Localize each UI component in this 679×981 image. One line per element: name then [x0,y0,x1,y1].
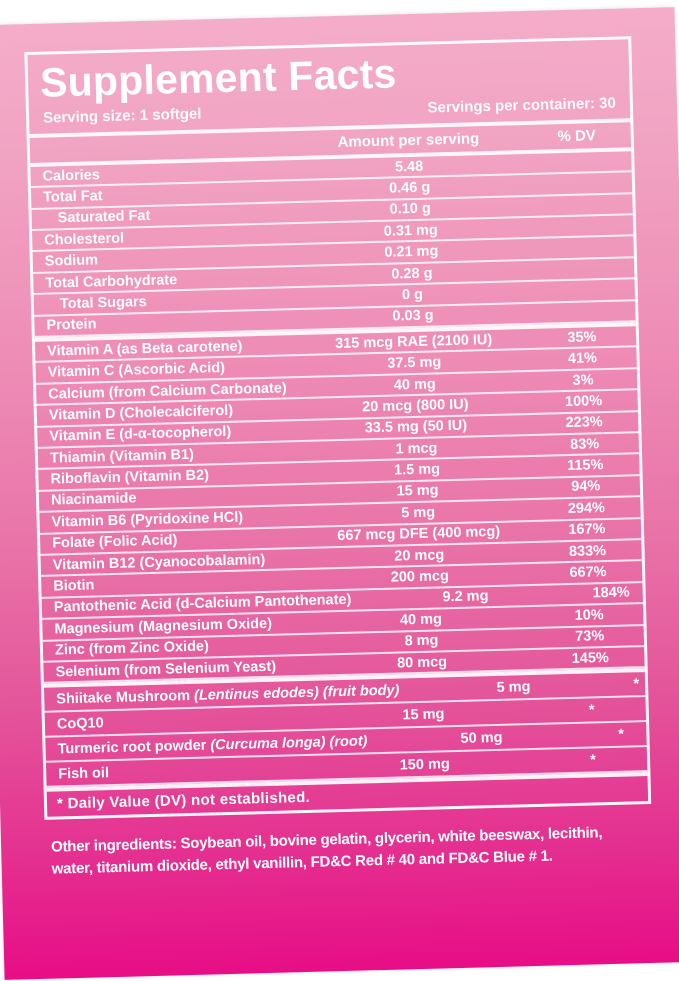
nutrient-dv: 3% [572,371,594,389]
nutrient-name: CoQ10 [56,715,104,733]
nutrient-name: Total Sugars [59,293,147,313]
nutrient-amount: 20 mcg (800 IU) [361,396,469,416]
nutrient-name: Vitamin A (as Beta carotene) [46,338,243,360]
nutrient-dv: * [588,702,595,719]
column-header-spacer [30,143,294,150]
nutrient-dv: 100% [564,392,603,410]
daily-value-footnote: * Daily Value (DV) not established. [47,772,649,817]
nutrient-name: Calcium (from Calcium Carbonate) [48,379,287,403]
nutrient-name: Protein [46,316,97,334]
nutrient-name: Turmeric root powder (Curcuma longa) (root) [57,733,368,758]
nutrient-name: Biotin [53,577,95,595]
nutrient-name: Sodium [44,252,99,270]
nutrient-dv: 167% [568,521,606,539]
nutrient-dv [525,246,633,249]
nutrient-name: Fish oil [58,764,110,783]
nutrient-name: Saturated Fat [57,208,151,227]
nutrient-name: Pantothenic Acid (d-Calcium Pantothenate) [53,592,352,616]
nutrient-dv [527,311,635,314]
nutrient-amount: 1 mcg [395,440,438,458]
nutrient-name: Thiamin (Vitamin B1) [49,446,195,467]
nutrient-amount: 40 mg [399,611,443,629]
nutrient-amount: 5 mg [496,678,531,696]
nutrient-dv: 184% [592,584,630,602]
nutrient-amount: 5 mg [401,504,436,522]
nutrient-amount: 33.5 mg (50 IU) [364,417,468,437]
nutrient-amount: 200 mcg [390,568,450,586]
nutrient-amount: 150 mg [399,755,450,774]
nutrient-amount: 0.28 g [391,265,433,283]
header-banner [27,39,630,138]
label-content [24,36,652,880]
supplement-label [0,7,679,980]
nutrient-amount: 0.31 mg [383,222,438,240]
nutrient-name: Total Fat [42,188,103,206]
nutrient-name: Calories [42,166,101,185]
nutrient-dv: 35% [567,328,597,346]
nutrient-amount: 8 mg [404,632,439,650]
servings-per-container: Servings per container: 30 [427,94,617,117]
nutrient-dv: 667% [569,564,607,582]
nutrient-dv: 94% [571,478,601,496]
nutrient-amount: 315 mcg RAE (2100 IU) [334,331,493,352]
nutrient-dv [525,225,633,228]
nutrient-name: Vitamin B6 (Pyridoxine HCl) [51,509,244,531]
nutrient-amount: 50 mg [460,729,503,747]
nutrient-amount: 0.46 g [388,179,431,197]
nutrient-amount: 80 mcg [396,653,448,672]
nutrient-dv: 10% [574,606,604,624]
facts-frame [24,36,651,820]
page-title: Supplement Facts [39,50,397,106]
nutrient-dv: 41% [567,350,598,368]
nutrient-name: Zinc (from Zinc Oxide) [54,638,210,659]
nutrient-name: Folate (Folic Acid) [52,532,178,552]
nutrient-dv: * [633,676,640,693]
nutrient-amount: 0 g [401,286,424,304]
nutrient-amount: 0.03 g [392,307,434,325]
nutrient-amount: 40 mg [393,375,436,394]
nutrient-amount: 1.5 mg [393,461,441,479]
nutrient-dv: 73% [575,628,605,646]
nutrient-dv [523,161,631,164]
nutrient-dv: * [589,752,597,769]
nutrient-name: Selenium (from Selenium Yeast) [55,658,277,681]
nutrient-dv [524,182,632,185]
nutrient-name: Vitamin D (Cholecalciferol) [48,402,234,424]
nutrient-name: Niacinamide [50,490,137,510]
column-header-dv: % DV [557,127,597,146]
column-header-amount: Amount per serving [337,130,480,151]
nutrient-name: Riboflavin (Vitamin B2) [50,467,210,488]
serving-size: Serving size: 1 softgel [42,105,202,127]
nutrient-amount: 5.48 [394,158,424,176]
nutrient-dv [527,289,635,292]
nutrient-dv: 833% [568,542,607,560]
nutrient-amount: 0.10 g [389,200,431,218]
other-ingredients: Other ingredients: Soybean oil, bovine gelatin, glycerin, white beeswax, lecithin, water, titanium dioxide, ethyl vanillin, FD&C Red # 40 and FD&C Blue # 1. [50,824,603,878]
nutrient-name: Shiitake Mushroom (Lentinus edodes) (fruit body) [56,682,400,708]
nutrient-name: Total Carbohydrate [45,271,178,292]
nutrient-amount: 15 mg [402,706,445,724]
facts-table [30,151,647,788]
nutrient-name: Magnesium (Magnesium Oxide) [54,615,273,638]
nutrient-name: Vitamin E (d-α-tocopherol) [49,424,232,445]
nutrient-amount: 15 mg [396,482,439,500]
nutrient-dv [524,204,632,207]
nutrient-amount: 667 mcg DFE (400 mcg) [337,524,501,545]
nutrient-amount: 0.21 mg [384,243,439,261]
nutrient-dv [526,268,634,271]
nutrient-amount: 20 mcg [394,546,445,565]
nutrient-name: Vitamin C (Ascorbic Acid) [47,360,226,381]
nutrient-dv: 223% [565,414,603,432]
nutrient-dv: 294% [567,499,606,517]
nutrient-dv: 115% [566,457,604,475]
nutrient-amount: 9.2 mg [442,588,489,606]
nutrient-amount: 37.5 mg [387,354,442,372]
nutrient-dv: * [617,726,625,743]
nutrient-dv: 145% [571,649,610,667]
nutrient-name: Vitamin B12 (Cyanocobalamin) [52,551,266,574]
nutrient-name: Cholesterol [44,230,125,249]
nutrient-dv: 83% [569,435,600,453]
